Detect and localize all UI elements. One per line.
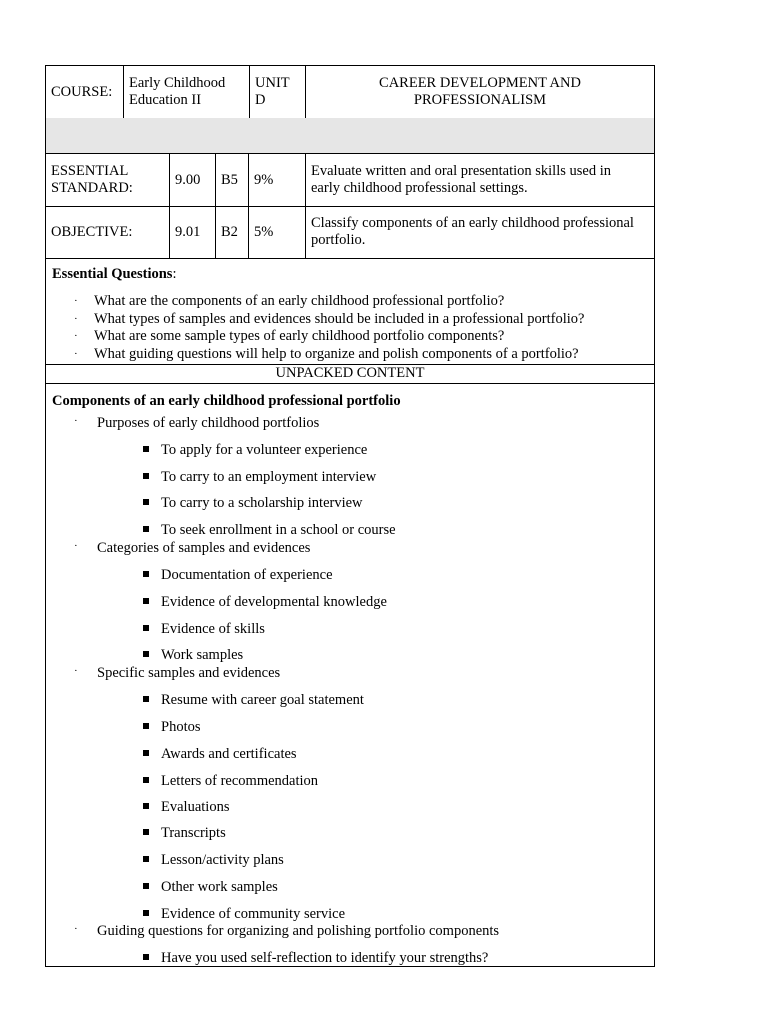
course-value-line2: Education II (129, 92, 202, 108)
essential-questions-section (46, 258, 654, 365)
objective-label (46, 206, 170, 258)
essential-questions-title (52, 266, 177, 283)
bullet-dot-icon: · (74, 312, 78, 325)
item-text: To apply for a volunteer experience (161, 442, 368, 458)
objective-number (170, 206, 216, 258)
gray-spacer-row (46, 118, 654, 154)
content-heading: Components of an early childhood professional portfolio (52, 393, 401, 409)
standard-label-line2: STANDARD: (51, 180, 133, 196)
objective-code (216, 206, 249, 258)
item-text: Evaluations (161, 799, 230, 815)
square-bullet-icon (143, 750, 149, 756)
unpacked-content-label (46, 364, 654, 383)
item-text: Evidence of skills (161, 621, 265, 637)
item-text: Photos (161, 719, 201, 735)
objective-number-text: 9.01 (175, 223, 201, 240)
essential-questions-title-text: Essential Questions (52, 266, 173, 282)
square-bullet-icon (143, 446, 149, 452)
standard-number (170, 154, 216, 206)
objective-percent (249, 206, 306, 258)
essential-questions-list (74, 293, 584, 363)
essential-standard-row (46, 154, 654, 207)
item-text: To seek enrollment in a school or course (161, 522, 396, 538)
standard-label-line1: ESSENTIAL (51, 163, 129, 179)
group-title-text: Specific samples and evidences (97, 665, 281, 681)
bullet-dot-icon: · (74, 540, 78, 552)
square-bullet-icon (143, 954, 149, 960)
standard-number-text: 9.00 (175, 171, 201, 188)
square-bullet-icon (143, 499, 149, 505)
course-header-row (46, 66, 654, 119)
unit-title-line2: PROFESSIONALISM (413, 92, 547, 108)
item-text: Transcripts (161, 825, 226, 841)
bullet-dot-icon: · (74, 330, 78, 342)
bullet-dot-icon: · (74, 347, 78, 360)
course-label-text: COURSE: (51, 83, 113, 100)
square-bullet-icon (143, 910, 149, 916)
list-item (74, 328, 584, 346)
unit-title-line1: CAREER DEVELOPMENT AND (379, 75, 581, 91)
objective-code-text: B2 (221, 223, 238, 240)
question-text: What guiding questions will help to organize and polish components of a portfolio? (94, 345, 579, 362)
item-text: Other work samples (161, 879, 278, 895)
question-text: What are some sample types of early childhood portfolio components? (94, 328, 505, 344)
objective-percent-text: 5% (254, 223, 274, 240)
unit-label (250, 66, 306, 118)
square-bullet-icon (143, 571, 149, 577)
square-bullet-icon (143, 803, 149, 809)
square-bullet-icon (143, 829, 149, 835)
square-bullet-icon (143, 651, 149, 657)
group-title-text: Guiding questions for organizing and polishing portfolio components (97, 923, 500, 939)
objective-description-line2: portfolio. (311, 232, 366, 248)
square-bullet-icon (143, 856, 149, 862)
objective-row (46, 206, 654, 259)
course-value (124, 66, 250, 118)
item-text: To carry to a scholarship interview (161, 495, 363, 511)
curriculum-document (45, 65, 655, 967)
content-section (46, 384, 654, 966)
group-title-text: Purposes of early childhood portfolios (97, 415, 320, 431)
bullet-dot-icon: · (74, 665, 78, 677)
standard-percent-text: 9% (254, 171, 274, 188)
essential-questions-colon: : (172, 266, 177, 282)
item-text: Have you used self-reflection to identify your strengths? (161, 950, 489, 966)
course-label (46, 66, 124, 118)
item-text: To carry to an employment interview (161, 469, 377, 485)
item-text: Lesson/activity plans (161, 852, 284, 868)
item-text: Work samples (161, 647, 244, 663)
objective-description-line1: Classify components of an early childhood professional (311, 215, 634, 231)
list-item (74, 311, 584, 329)
standard-label (46, 154, 170, 206)
item-text: Documentation of experience (161, 567, 333, 583)
square-bullet-icon (143, 723, 149, 729)
square-bullet-icon (143, 526, 149, 532)
item-text: Evidence of developmental knowledge (161, 594, 387, 610)
standard-code (216, 154, 249, 206)
course-value-line1: Early Childhood (129, 75, 226, 91)
unit-label-line2: D (255, 92, 266, 108)
square-bullet-icon (143, 598, 149, 604)
square-bullet-icon (143, 625, 149, 631)
bullet-dot-icon: · (74, 295, 78, 307)
item-text: Evidence of community service (161, 906, 346, 922)
item-text: Letters of recommendation (161, 773, 319, 789)
list-item (74, 293, 584, 311)
bullet-dot-icon: · (74, 923, 78, 935)
question-text: What types of samples and evidences should be included in a professional portfolio? (94, 310, 585, 327)
list-item (74, 346, 584, 364)
square-bullet-icon (143, 777, 149, 783)
standard-description-line2: early childhood professional settings. (311, 180, 528, 196)
bullet-dot-icon: · (74, 415, 78, 427)
square-bullet-icon (143, 696, 149, 702)
unpacked-content-text: UNPACKED CONTENT (275, 365, 425, 381)
square-bullet-icon (143, 473, 149, 479)
unit-label-line1: UNIT (255, 75, 290, 91)
standard-description (306, 154, 654, 206)
group-title-text: Categories of samples and evidences (97, 540, 311, 556)
unit-title (306, 66, 654, 118)
square-bullet-icon (143, 883, 149, 889)
objective-label-text: OBJECTIVE: (51, 223, 133, 240)
standard-description-line1: Evaluate written and oral presentation skills used in (311, 163, 611, 179)
standard-percent (249, 154, 306, 206)
item-text: Resume with career goal statement (161, 692, 364, 708)
item-text: Awards and certificates (161, 746, 297, 762)
question-text: What are the components of an early childhood professional portfolio? (94, 293, 505, 309)
standard-code-text: B5 (221, 171, 238, 188)
objective-description (306, 206, 654, 258)
unpacked-content-row (46, 364, 654, 384)
